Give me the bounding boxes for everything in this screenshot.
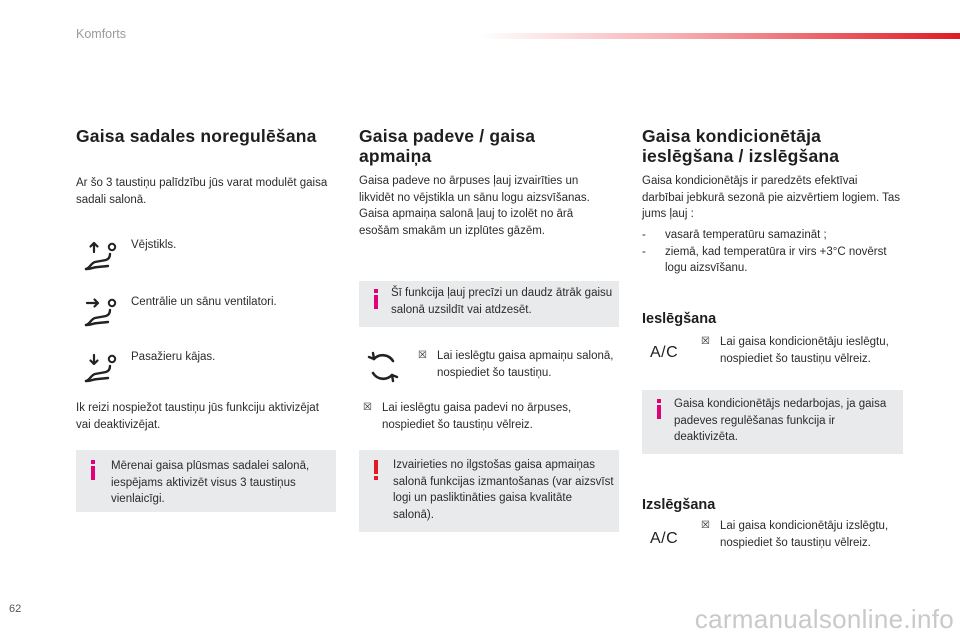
header-accent-line — [480, 33, 960, 39]
info-icon — [88, 460, 98, 480]
col2-intro: Gaisa padeve no ārpuses ļauj izvairīties un likvidēt no vējstikla un sānu logu aizsvīšanas. Gaisa apmaiņa salonā ļauj to izolēt no ārā esošām smakām un izplūtes gāzēm. — [359, 175, 590, 237]
col2-recirc-bullet: ☒ Lai ieslēgtu gaisa apmaiņu salonā, nospiediet šo taustiņu. — [418, 350, 614, 379]
col1-info-note — [76, 450, 336, 512]
col2-warning-note — [359, 450, 619, 532]
footwell-airflow-icon — [82, 352, 118, 384]
col1-note-text: Mērenai gaisa plūsmas sadalei salonā, iespējams aktivizēt visus 3 taustiņus vienlaicīgi. — [111, 460, 310, 505]
section-label: Komforts — [76, 27, 127, 41]
airflow-item-windscreen: Vējstikls. — [131, 239, 177, 251]
col3-info-note — [642, 390, 903, 454]
watermark: carmanualsonline.info — [694, 604, 954, 634]
list-item: - ziemā, kad temperatūra ir virs +3°C novērst logu aizsvīšanu. — [642, 245, 887, 274]
airflow-item-footwell: Pasažieru kājas. — [131, 351, 216, 363]
page-number: 62 — [9, 603, 22, 615]
col1-intro: Ar šo 3 taustiņu palīdzību jūs varat modulēt gaisa sadali salonā. — [76, 177, 328, 206]
col1-outro: Ik reizi nospiežot taustiņu jūs funkciju aktivizējat vai deaktivizējat. — [76, 402, 319, 431]
info-icon — [371, 289, 381, 309]
list-item: - vasarā temperatūru samazināt ; — [642, 229, 827, 241]
info-icon — [654, 399, 664, 419]
off-heading: Izslēgšana — [642, 497, 716, 513]
col2-title: Gaisa padeve / gaisa apmaiņa — [359, 126, 536, 166]
air-recirculation-icon — [366, 350, 400, 384]
on-heading: Ieslēgšana — [642, 311, 717, 327]
bullet-arrow-icon: ☒ — [418, 350, 427, 361]
col2-fresh-bullet: ☒ Lai ieslēgtu gaisa padevi no ārpuses, nospiediet šo taustiņu vēlreiz. — [363, 402, 572, 431]
warning-icon — [371, 460, 381, 480]
windscreen-airflow-icon — [82, 240, 118, 272]
col3-benefit-list — [642, 227, 904, 277]
on-bullet: ☒ Lai gaisa kondicionētāju ieslēgtu, nospiediet šo taustiņu vēlreiz. — [701, 336, 889, 365]
col1-title: Gaisa sadales noregulēšana — [76, 126, 317, 146]
col2-warning-note-text: Izvairieties no ilgstošas gaisa apmaiņas salonā funkcijas izmantošanas (var aizsvīst logi un pasliktināties gaisa kvalitāte salonā). — [393, 459, 614, 521]
col3-intro: Gaisa kondicionētājs ir paredzēts efektīvai darbībai jebkurā sezonā pie aizvērtiem logiem. Tas jums ļauj : — [642, 175, 901, 220]
col3-info-note-text: Gaisa kondicionētājs nedarbojas, ja gaisa padeves regulēšanas funkcija ir deaktivizēta. — [674, 398, 887, 443]
airflow-item-central-vents: Centrālie un sānu ventilatori. — [131, 296, 277, 308]
bullet-arrow-icon: ☒ — [701, 520, 710, 531]
ac-icon: A/C — [650, 344, 679, 361]
bullet-arrow-icon: ☒ — [701, 336, 710, 347]
off-bullet: ☒ Lai gaisa kondicionētāju izslēgtu, nospiediet šo taustiņu vēlreiz. — [701, 520, 889, 549]
central-vents-airflow-icon — [82, 296, 118, 328]
col2-info-note — [359, 281, 619, 327]
col3-title: Gaisa kondicionētāja ieslēgšana / izslēgšana — [642, 126, 840, 166]
ac-icon: A/C — [650, 530, 679, 547]
col2-info-note-text: Šī funkcija ļauj precīzi un daudz ātrāk gaisu salonā uzsildīt vai atdzesēt. — [391, 287, 613, 316]
bullet-arrow-icon: ☒ — [363, 402, 372, 413]
